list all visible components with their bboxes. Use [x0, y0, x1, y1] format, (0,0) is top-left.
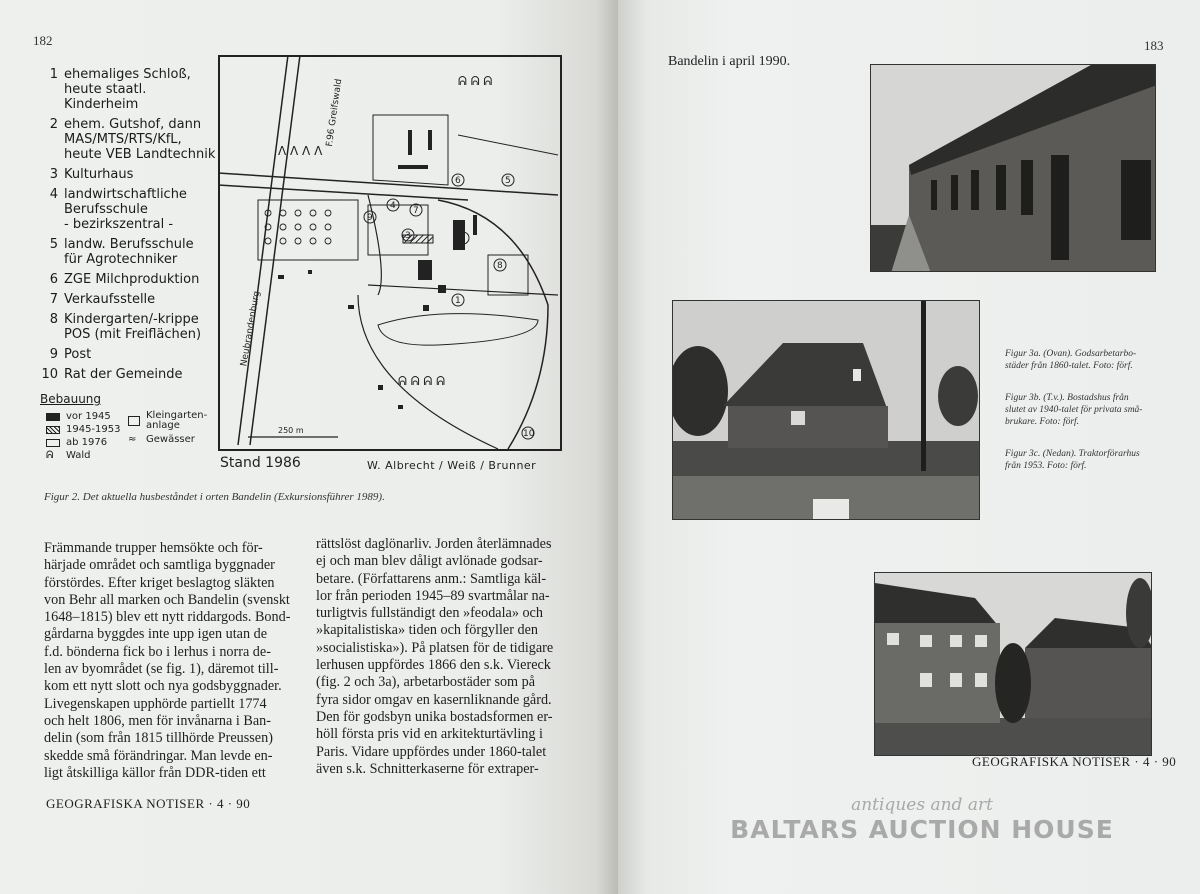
- legend-item: 4 landwirtschaftliche Berufsschule - bezirkszentral -: [49, 187, 187, 232]
- bebauung-legend-2: Kleingarten- anlage ≈ Gewässer: [128, 410, 208, 445]
- empty-block-icon: [46, 439, 60, 447]
- footer-left: GEOGRAFISKA NOTISER · 4 · 90: [46, 796, 251, 811]
- map-credit: W. Albrecht / Weiß / Brunner: [367, 459, 537, 472]
- photo-fig-3a: [870, 64, 1156, 272]
- text-column-1: Främmande trupper hemsökte och för- härjade området och samtliga byggnader förstördes. Efter kriget beslagtog släkten von Behr all marken och Bandelin (svenskt 1648–1815) blev ett nytt riddargods. Bond- gårdarna byggdes inte upp igen utan de f.d. bönderna fick bo i lerhus i norra de- len av byområdet (se fig. 1), däremot till- kom ett nytt slott och nya godsbyggnader. Livegenskapen upphörde partiellt 1774 och helt 1806, men för invånarna i Ban- delin (som från 1815 tillhörde Preussen) skedde små förändringar. Man levde en- ligt åtskilliga källor från DDR-tiden ett: [44, 540, 291, 781]
- caption-fig-3c: Figur 3c. (Nedan). Traktorförarhus från 1953. Foto: förf.: [1005, 449, 1140, 471]
- map-figure: [32, 55, 572, 485]
- svg-text:3: 3: [405, 231, 411, 241]
- legend-item: 10 Rat der Gemeinde: [41, 367, 183, 382]
- photo-fig-3c: [874, 572, 1152, 756]
- svg-text:1: 1: [455, 296, 461, 306]
- map-legend: [40, 67, 220, 406]
- text-column-2: rättslöst daglönarliv. Jorden återlämnades ej och man blev dåligt avlönade godsar- betare. (Författarens anm.: Samtliga käl- lor från perioden 1945–89 svartmålar na- turligtvis fullständigt den »feodala» och »kapitalistiska» tiden och förgyller den »socialistiska»). På platsen för de tidigare lerhusen uppfördes 1866 den s.k. Viereck (fig. 2 och 3a), arbetarbostäder som på fyra sidor omgav en kasernliknande gård. Den för godsbyn unika bostadsformen er- höll första pris vid en arkitekturtävling i Paris. Vidare uppfördes under 1860-talet även s.k. Schnitterkaserne för extraper-: [316, 536, 554, 777]
- svg-text:9: 9: [367, 213, 373, 223]
- watermark: [722, 795, 1122, 844]
- map-scale: 250 m: [278, 426, 304, 435]
- bebauung-title: Bebauung: [40, 392, 102, 406]
- bebauung-legend: vor 1945 1945-1953 ab 1976 ᕱ Wald: [46, 411, 121, 461]
- garden-icon: [128, 416, 140, 426]
- svg-text:ᕱ ᕱ ᕱ ᕱ: ᕱ ᕱ ᕱ ᕱ: [398, 374, 446, 388]
- svg-text:5: 5: [505, 176, 511, 186]
- watermark-tagline: antiques and art: [851, 795, 993, 815]
- watermark-name: BALTARS AUCTION HOUSE: [730, 815, 1114, 844]
- caption-fig-3b: Figur 3b. (T.v.). Bostadshus från slutet av 1940-talet för privata små- brukare. Foto: förf.: [1005, 393, 1143, 427]
- legend-item: 8 Kindergarten/-krippe POS (mit Freiflächen): [49, 312, 202, 342]
- legend-item: 5 landw. Berufsschule für Agrotechniker: [49, 237, 194, 267]
- legend-item: 9 Post: [49, 347, 92, 362]
- svg-text:10: 10: [523, 429, 535, 439]
- footer-right: GEOGRAFISKA NOTISER · 4 · 90: [972, 754, 1177, 769]
- svg-text:2: 2: [460, 234, 466, 244]
- svg-text:6: 6: [455, 176, 461, 186]
- solid-block-icon: [46, 413, 60, 421]
- legend-item: 7 Verkaufsstelle: [49, 292, 156, 307]
- hatched-block-icon: [46, 426, 60, 434]
- legend-item: 3 Kulturhaus: [49, 167, 134, 182]
- water-icon: ≈: [128, 433, 137, 445]
- photo-fig-3b: [672, 300, 980, 520]
- road-label-neubrandenburg: Neubrandenburg: [239, 290, 263, 368]
- map-stand: Stand 1986: [220, 455, 301, 471]
- svg-text:ᕱ ᕱ ᕱ: ᕱ ᕱ ᕱ: [458, 74, 493, 88]
- svg-text:4: 4: [390, 201, 396, 211]
- svg-text:8: 8: [497, 261, 503, 271]
- svg-text:ᐱ ᐱ ᐱ ᐱ: ᐱ ᐱ ᐱ ᐱ: [278, 144, 323, 158]
- legend-item: 2 ehem. Gutshof, dann MAS/MTS/RTS/KfL, heute VEB Landtechnik: [49, 117, 216, 162]
- page-number-right: 183: [1144, 38, 1164, 53]
- legend-item: 6 ZGE Milchproduktion: [49, 272, 200, 287]
- page-number-left: 182: [33, 33, 53, 48]
- figure-caption: Figur 2. Det aktuella husbeståndet i orten Bandelin (Exkursionsführer 1989).: [44, 491, 385, 503]
- caption-fig-3a: Figur 3a. (Ovan). Godsarbetarbo- städer från 1860-talet. Foto: förf.: [1005, 349, 1137, 371]
- village-map: [218, 55, 562, 451]
- road-label-greifswald: F.96 Greifswald: [324, 78, 345, 148]
- photo-heading: Bandelin i april 1990.: [668, 54, 791, 69]
- legend-item: 1 ehemaliges Schloß, heute staatl. Kinderheim: [49, 67, 191, 112]
- svg-text:7: 7: [413, 206, 419, 216]
- forest-icon: ᕱ: [46, 450, 54, 461]
